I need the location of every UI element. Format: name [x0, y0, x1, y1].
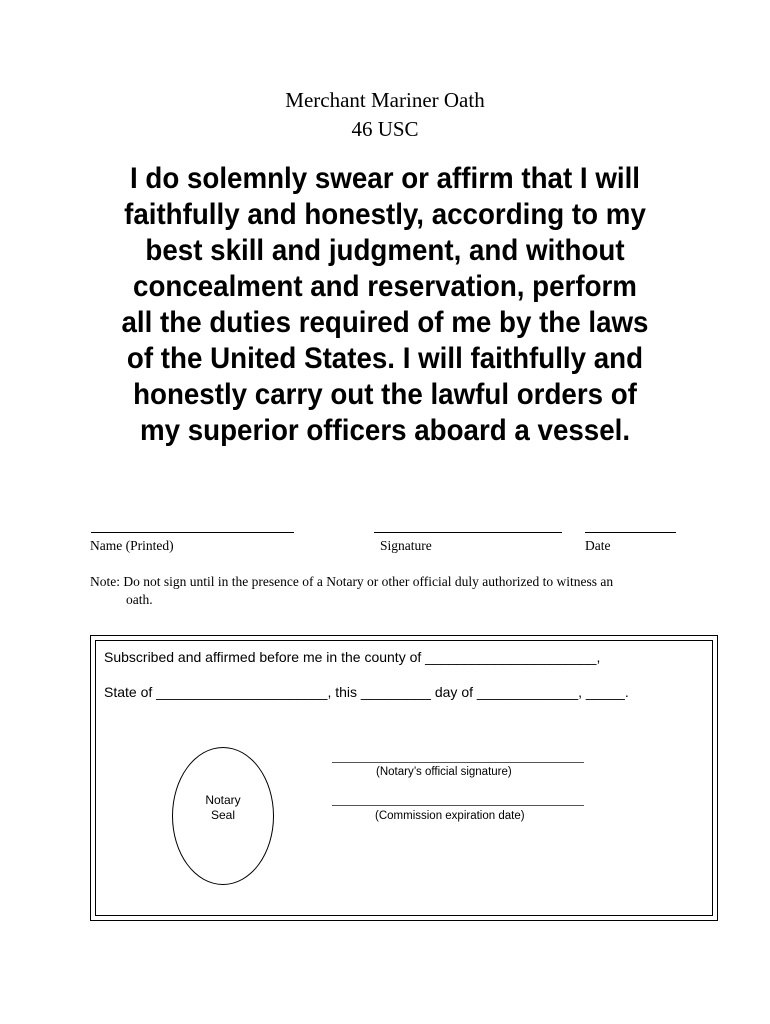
commission-expiration-line[interactable]	[332, 805, 584, 806]
oath-line: best skill and judgment, and without	[145, 234, 625, 267]
date-line[interactable]	[585, 532, 676, 533]
form-title: Merchant Mariner Oath	[285, 88, 485, 112]
name-printed-line[interactable]	[91, 532, 294, 533]
note-line: Note: Do not sign until in the presence of a Notary or other official duly authorized to witness an	[90, 574, 614, 589]
notary-seal-label	[173, 793, 273, 823]
notary-signature-line[interactable]	[332, 762, 584, 763]
oath-line: honestly carry out the lawful orders of	[133, 378, 637, 411]
oath-line: of the United States. I will faithfully and	[126, 342, 644, 375]
notary-note	[90, 573, 690, 609]
oath-line: I do solemnly swear or affirm that I will	[129, 162, 641, 195]
date-label: Date	[585, 538, 611, 553]
notary-signature-label: (Notary’s official signature)	[376, 766, 512, 778]
oath-line: faithfully and honestly, according to my	[124, 198, 646, 231]
form-subtitle: 46 USC	[351, 117, 419, 141]
oath-line: all the duties required of me by the laws	[121, 306, 649, 339]
notary-section	[90, 635, 718, 921]
oath-line: concealment and reservation, perform	[133, 270, 637, 303]
note-line: oath.	[126, 592, 153, 607]
oath-line: my superior officers aboard a vessel.	[139, 414, 631, 447]
oath-text	[104, 161, 666, 449]
signature-label: Signature	[380, 538, 432, 553]
form-header	[0, 86, 770, 144]
notary-section-inner-border	[95, 640, 713, 916]
county-line: Subscribed and affirmed before me in the county of ______________________,	[104, 649, 601, 665]
seal-text-line: Seal	[210, 808, 236, 822]
commission-expiration-label: (Commission expiration date)	[375, 810, 525, 822]
state-date-line: State of ______________________, this _________ day of _____________, _____.	[104, 684, 629, 700]
seal-text-line: Notary	[205, 793, 241, 807]
name-printed-label: Name (Printed)	[90, 538, 174, 553]
notary-seal	[172, 747, 274, 885]
signature-line[interactable]	[374, 532, 562, 533]
